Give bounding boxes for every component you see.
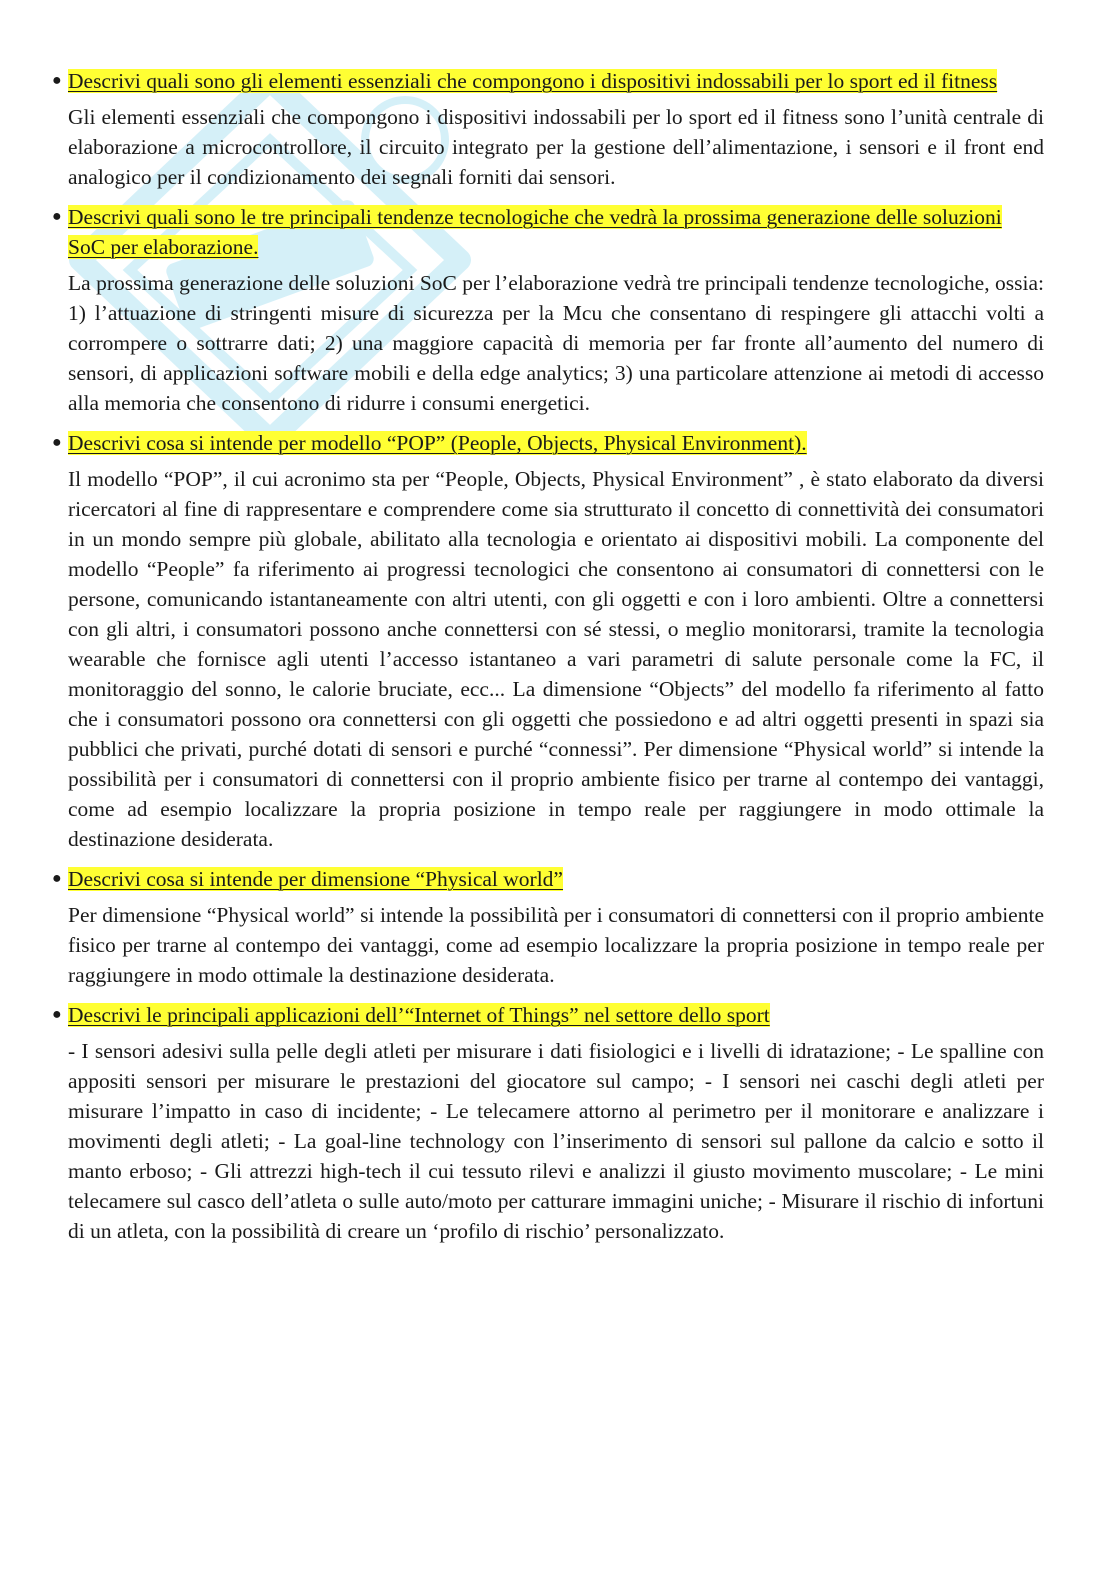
question-heading bbox=[0, 428, 1116, 458]
question-heading bbox=[0, 66, 1116, 96]
bullet-icon: ● bbox=[52, 870, 62, 887]
answer-paragraph: La prossima generazione delle soluzioni SoC per l’elaborazione vedrà tre principali tendenze tecnologiche, ossia: 1) l’attuazione di stringenti misure di sicurezza per la Mcu che consentano di respingere gli attacchi volti a corrompere o sottrarre dati; 2) una maggiore capacità di memoria per far fronte all’aumento del numero di sensori, di applicazioni software mobili e della edge analytics; 3) una particolare attenzione ai metodi di accesso alla memoria che consentono di ridurre i consumi energetici. bbox=[68, 271, 1044, 415]
question-heading bbox=[0, 864, 1116, 894]
question-text: Descrivi quali sono gli elementi essenziali che compongono i dispositivi indossabili per lo sport ed il fitness bbox=[68, 69, 998, 93]
bullet-icon: ● bbox=[52, 208, 62, 225]
answer-paragraph: Il modello “POP”, il cui acronimo sta per “People, Objects, Physical Environment” , è stato elaborato da diversi ricercatori al fine di rappresentare e comprendere come sia strutturato il concetto di connettività dei consumatori in un mondo sempre più globale, abilitato alla tecnologia e orientato ai dispositivi mobili. La componente del modello “People” fa riferimento ai progressi tecnologici che consentono ai consumatori di connettersi con le persone, comunicando istantaneamente con altri utenti, con gli oggetti e con i loro ambienti. Oltre a connettersi con gli altri, i consumatori possono anche connettersi con sé stessi, o meglio monitorarsi, tramite la tecnologia wearable che fornisce agli utenti l’accesso istantaneo a vari parametri di salute personale come la FC, il monitoraggio del sonno, le calorie bruciate, ecc... La dimensione “Objects” del modello fa riferimento al fatto che i consumatori possono ora connettersi con gli oggetti che possiedono e ad altri oggetti presenti in spazi sia pubblici che privati, purché dotati di sensori e purché “connessi”. Per dimensione “Physical world” si intende la possibilità per i consumatori di connettersi con il proprio ambiente fisico per trarne al contempo dei vantaggi, come ad esempio localizzare la propria posizione in tempo reale per raggiungere in modo ottimale la destinazione desiderata. bbox=[68, 467, 1044, 851]
bullet-icon: ● bbox=[52, 1006, 62, 1023]
question-heading bbox=[0, 202, 1116, 262]
question-text: Descrivi quali sono le tre principali tendenze tecnologiche che vedrà la prossima generazione delle soluzioni SoC per elaborazione. bbox=[68, 205, 1002, 259]
qa-block-3 bbox=[0, 428, 1116, 854]
qa-block-5 bbox=[0, 1000, 1116, 1246]
question-text: Descrivi le principali applicazioni dell’“Internet of Things” nel settore dello sport bbox=[68, 1003, 770, 1027]
answer-paragraph: Gli elementi essenziali che compongono i dispositivi indossabili per lo sport ed il fitness sono l’unità centrale di elaborazione a microcontrollore, il circuito integrato per la gestione dell’alimentazione, i sensori e il front end analogico per il condizionamento dei segnali forniti dai sensori. bbox=[68, 105, 1044, 189]
qa-block-2 bbox=[0, 202, 1116, 418]
answer-paragraph: Per dimensione “Physical world” si intende la possibilità per i consumatori di connettersi con il proprio ambiente fisico per trarne al contempo dei vantaggi, come ad esempio localizzare la propria posizione in tempo reale per raggiungere in modo ottimale la destinazione desiderata. bbox=[68, 903, 1044, 987]
question-heading bbox=[0, 1000, 1116, 1030]
qa-block-1 bbox=[0, 66, 1116, 192]
qa-block-4 bbox=[0, 864, 1116, 990]
answer-paragraph: - I sensori adesivi sulla pelle degli atleti per misurare i dati fisiologici e i livelli di idratazione; - Le spalline con appositi sensori per misurare le prestazioni del giocatore sul campo; - I sensori nei caschi degli atleti per misurare l’impatto in caso di incidente; - Le telecamere attorno al perimetro per il monitorare e analizzare i movimenti degli atleti; - La goal-line technology con l’inserimento di sensori sul pallone da calcio e sotto il manto erboso; - Gli attrezzi high-tech il cui tessuto rilevi e analizzi il giusto movimento muscolare; - Le mini telecamere sul casco dell’atleta o sulle auto/moto per catturare immagini uniche; - Misurare il rischio di infortuni di un atleta, con la possibilità di creare un ‘profilo di rischio’ personalizzato. bbox=[68, 1039, 1044, 1243]
question-text: Descrivi cosa si intende per modello “POP” (People, Objects, Physical Environment). bbox=[68, 431, 807, 455]
question-text: Descrivi cosa si intende per dimensione “Physical world” bbox=[68, 867, 563, 891]
bullet-icon: ● bbox=[52, 434, 62, 451]
bullet-icon: ● bbox=[52, 72, 62, 89]
